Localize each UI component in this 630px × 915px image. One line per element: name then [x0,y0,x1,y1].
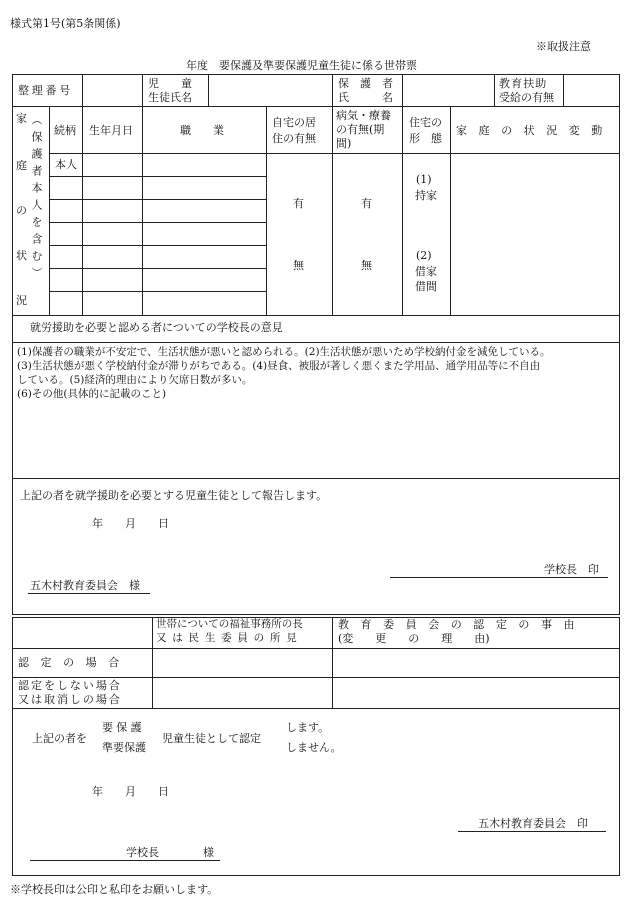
family-row-line [49,176,266,177]
main-form-frame [12,74,620,615]
board-reason-label-2: (変 更 の 理 由) [338,632,490,645]
header-divider [208,74,209,106]
family-section-bottom [12,315,620,316]
decision-suffix-deny[interactable]: しません。 [286,741,342,754]
housing-rented[interactable]: 借家 [415,265,437,278]
col-illness-1: 病気・療養 [336,109,391,122]
housing-room[interactable]: 借間 [415,280,437,293]
col-family-change: 家庭の状況変動 [456,124,614,137]
guardian-name-field[interactable] [404,78,493,104]
opinion-line: (3)生活状態が悪く学校納付金が滞りがちである。(4)昼食、被服が著しく悪くまた学用品、通学用品等に不自由 [17,360,541,372]
col-housing-1: 住宅の [409,116,442,129]
approved-welfare-field[interactable] [154,650,331,676]
form-number: 様式第1号(第5条関係) [10,17,121,30]
header-divider [494,74,495,106]
seiri-number-label: 整理番号 [18,84,73,97]
nintei-col-divider [152,617,153,708]
housing-option-1-number: (1) [416,173,432,186]
rejected-reason-field[interactable] [334,679,619,707]
col-birthdate: 生年月日 [89,124,133,137]
report-divider [12,478,620,479]
decision-addressee: 学校長 様 [126,846,214,859]
opinion-line: (6)その他(具体的に記載のこと) [17,388,167,400]
family-row-line [49,222,266,223]
family-divider [266,106,267,315]
family-side-label-top: 家 [16,112,27,125]
child-name-label-1: 児 童 [148,77,192,90]
nintei-col-divider [332,617,333,708]
child-name-label-2: 生徒氏名 [148,91,192,104]
footnote: ※学校長印は公印と私印をお願いします。 [10,883,219,896]
child-name-field[interactable] [210,78,331,104]
col-own-house-1: 自宅の居 [272,116,316,129]
opinion-line: している。(5)経済的理由により欠席日数が多い。 [17,374,253,386]
header-divider [82,74,83,106]
approved-reason-field[interactable] [334,650,619,676]
relationship-self: 本人 [55,158,77,171]
opinion-line: (1)保護者の職業が不安定で、生活状態が悪いと認められる。(2)生活状態が悪いため学校納付金を減免している。 [17,346,551,358]
family-divider [82,106,83,315]
housing-option-2-number: (2) [416,249,432,262]
illness-no[interactable]: 無 [361,259,372,272]
education-aid-label-2: 受給の有無 [499,91,554,104]
decision-date[interactable]: 年 月 日 [92,785,169,798]
handling-notice: ※取扱注意 [536,40,591,53]
family-divider [450,106,451,315]
nintei-header-divider [12,648,620,649]
family-divider [402,106,403,315]
decision-option-junyohogo[interactable]: 準要保護 [102,741,146,754]
rejected-case-label-2: 又は取消しの場合 [18,693,122,706]
welfare-opinion-label-2: 又は民生委員の所見 [156,632,303,644]
rejected-case-label-1: 認定をしない場合 [18,679,122,692]
family-side-label-char: の [16,204,27,217]
report-addressee: 五木村教育委員会 様 [30,579,140,592]
decision-addressee-line [30,860,220,861]
seiri-number-field[interactable] [84,78,141,104]
decision-option-yohogo[interactable]: 要保護 [102,721,145,734]
guardian-name-label-1: 保 護 者 [338,77,393,90]
family-side-label-char: 状 [16,249,27,262]
col-relationship: 続柄 [54,124,76,137]
report-text: 上記の者を就学援助を必要とする児童生徒として報告します。 [20,489,328,502]
col-illness-3: 間) [336,137,352,150]
opinion-heading-divider [12,342,620,343]
family-side-label-paren: （保護者本人を含む） [30,114,43,284]
welfare-opinion-label-1: 世帯についての福祉事務所の長 [156,618,303,630]
family-divider [142,106,143,315]
rejected-welfare-field[interactable] [154,679,331,707]
approved-case-label: 認定の場合 [18,656,131,669]
board-seal: 五木村教育委員会 印 [478,817,588,830]
header-row-divider [12,106,620,107]
own-house-no[interactable]: 無 [293,259,304,272]
housing-owned[interactable]: 持家 [415,189,437,202]
nintei-row-divider [12,677,620,678]
decision-suffix-approve[interactable]: します。 [286,721,330,734]
family-divider [332,106,333,315]
illness-yes[interactable]: 有 [361,197,372,210]
board-reason-label-1: 教育委員会の認定の事由 [338,618,587,631]
education-aid-label-1: 教育扶助 [499,77,548,90]
family-row-line [49,291,266,292]
col-illness-2: の有無(期 [336,123,385,136]
col-own-house-2: 住の有無 [272,132,316,145]
decision-prefix: 上記の者を [32,732,87,745]
header-divider [402,74,403,106]
decision-middle: 児童生徒として認定 [162,732,261,745]
header-divider [142,74,143,106]
opinion-heading: 就労援助を必要と認める者についての学校長の意見 [30,321,283,334]
col-occupation: 職 業 [180,124,224,137]
family-row-line [49,199,266,200]
header-divider [563,74,564,106]
report-addressee-line [28,593,150,594]
education-aid-field[interactable] [565,78,619,104]
family-side-label-char: 庭 [16,159,27,172]
own-house-yes[interactable]: 有 [293,197,304,210]
header-divider [332,74,333,106]
nintei-row-divider [12,708,620,709]
col-housing-2: 形 態 [409,132,442,145]
report-date[interactable]: 年 月 日 [92,517,169,530]
family-divider [49,106,50,315]
family-header-divider [49,153,620,154]
report-principal-line [390,577,608,578]
report-principal-seal: 学校長 印 [544,563,599,576]
guardian-name-label-2: 氏 名 [338,91,393,104]
family-side-label-char: 況 [16,294,27,307]
form-title: 年度 要保護及準要保護児童生徒に係る世帯票 [186,59,417,72]
family-row-line [49,245,266,246]
family-row-line [49,268,266,269]
board-seal-line [458,831,606,832]
